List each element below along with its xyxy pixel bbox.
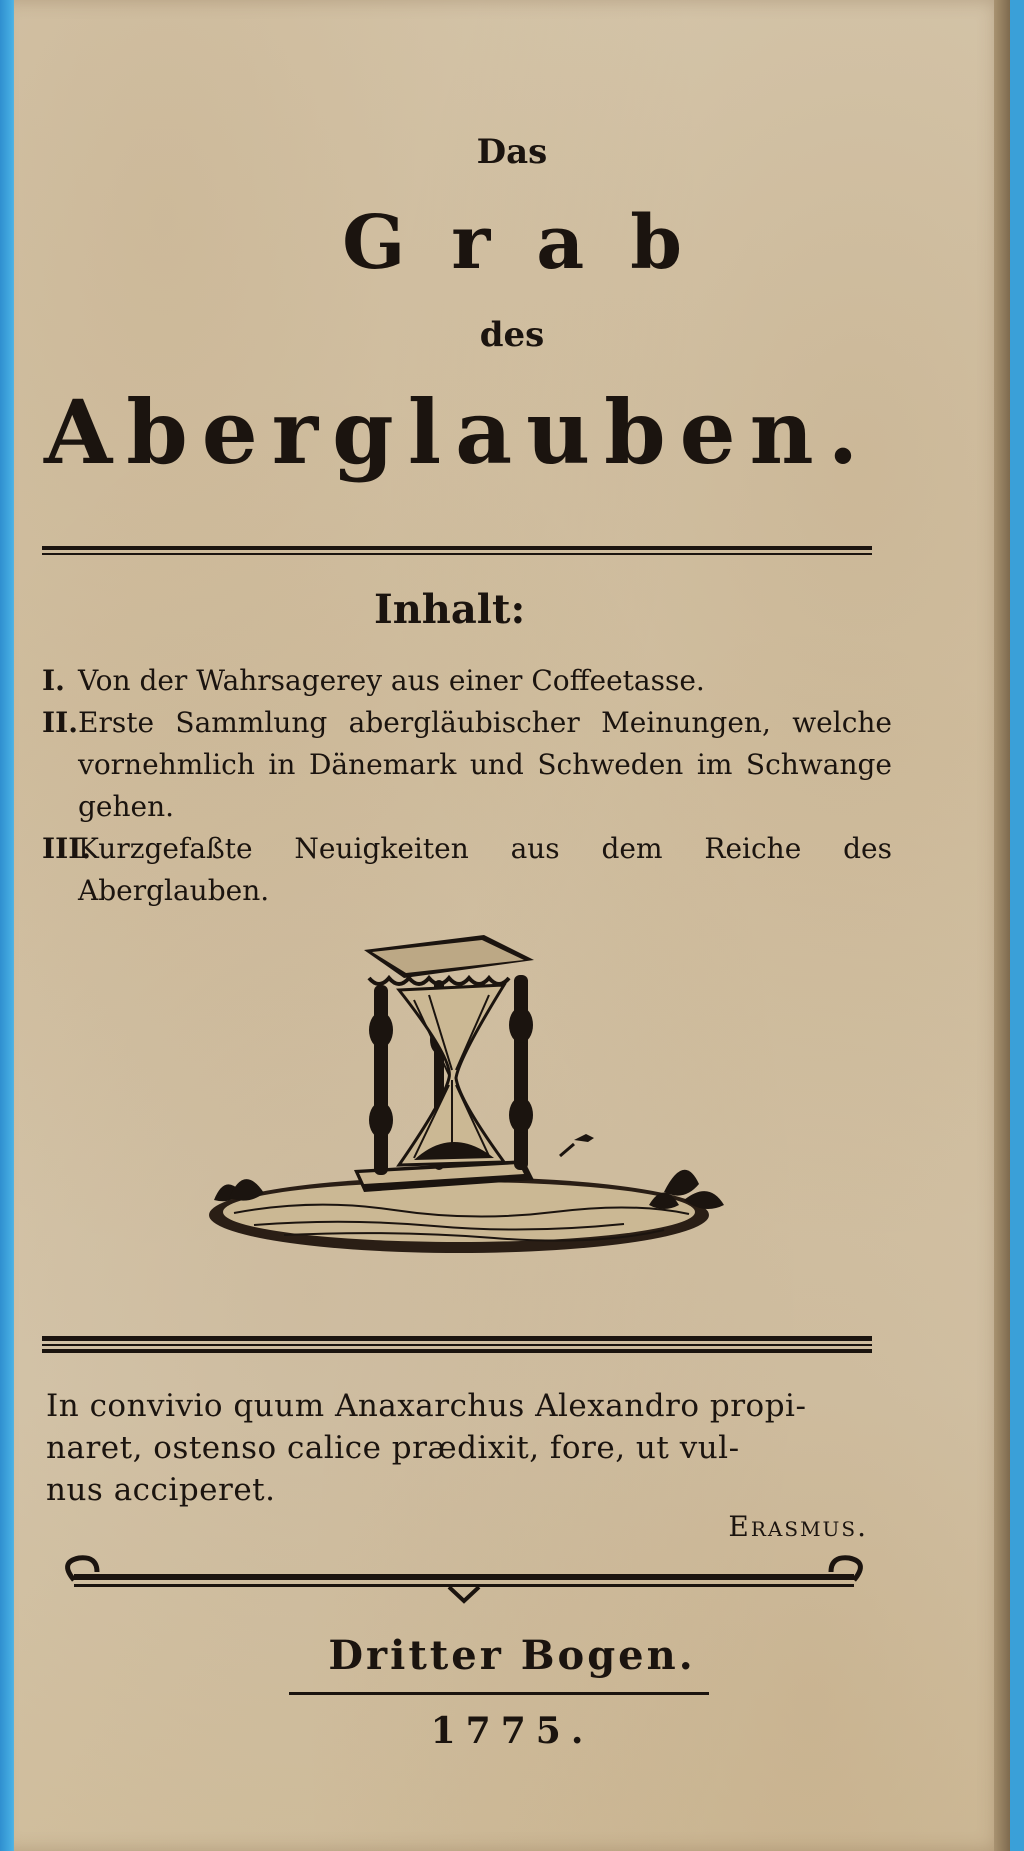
contents-heading: Inhalt: [374, 586, 526, 633]
epigraph-quote [46, 1385, 866, 1511]
contents-item [42, 828, 892, 912]
contents-item-number: III. [42, 832, 92, 865]
contents-item-number: II. [42, 706, 78, 739]
contents-item-number: I. [42, 664, 65, 697]
part-rule [289, 1692, 709, 1695]
title-aberglauben: Aberglauben. [44, 380, 873, 484]
contents-item-text: Von der Wahrsagerey aus einer Coffeetasse. [78, 664, 705, 697]
contents-item [42, 660, 892, 702]
title-page [14, 0, 1010, 1851]
page-edge [994, 0, 1010, 1851]
title-article: Das [476, 132, 548, 172]
quote-author: Erasmus. [728, 1510, 868, 1543]
quote-line: naret, ostenso calice prædixit, fore, ut vul- [46, 1430, 740, 1466]
publication-year: 1775. [430, 1710, 594, 1752]
hourglass-woodcut-icon [194, 930, 734, 1275]
quote-rule-bottom [42, 1349, 872, 1353]
title-grab: Grab [342, 200, 728, 286]
quote-rule-mid [42, 1344, 872, 1346]
quote-rule-top [42, 1336, 872, 1341]
contents-item-text: Kurzgefaßte Neuigkeiten aus dem Reiche des Aberglauben. [78, 832, 892, 907]
title-des: des [479, 315, 545, 355]
contents-item-text: Erste Sammlung abergläubischer Meinungen, welche vornehmlich in Dänemark und Schweden im Schwange gehen. [78, 706, 892, 823]
quote-line: In convivio quum Anaxarchus Alexandro propi- [46, 1388, 807, 1424]
quote-line: nus acciperet. [46, 1472, 276, 1508]
title-rule-thin [42, 553, 872, 555]
contents-item [42, 702, 892, 828]
part-label: Dritter Bogen. [328, 1632, 696, 1679]
contents-list [42, 660, 892, 912]
ornamental-scroll-rule [54, 1550, 874, 1610]
title-rule [42, 546, 872, 550]
